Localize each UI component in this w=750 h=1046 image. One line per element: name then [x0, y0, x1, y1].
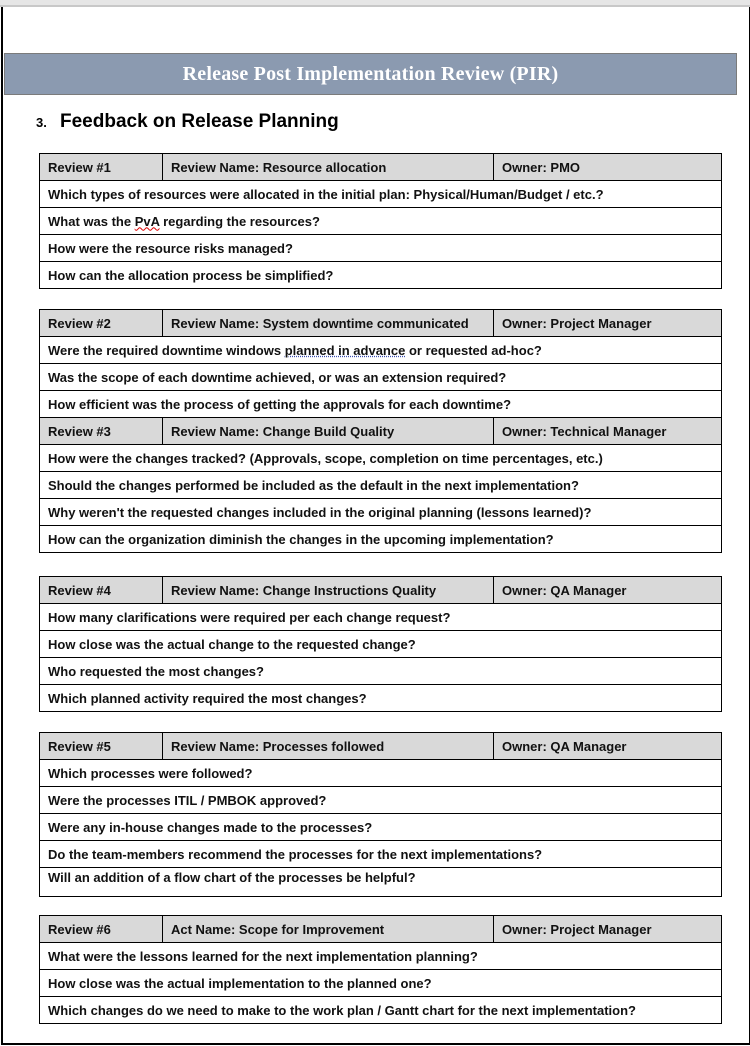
question-row [40, 943, 722, 970]
question-row [40, 445, 722, 472]
question-text: Will an addition of a flow chart of the processes be helpful? [40, 868, 722, 897]
grammar-marked-phrase: planned in advance [284, 342, 406, 358]
question-row [40, 970, 722, 997]
question-row [40, 787, 722, 814]
review-header-row [40, 916, 722, 943]
review-name: Act Name: Scope for Improvement [163, 916, 494, 943]
question-text: Why weren't the requested changes included in the original planning (lessons learned)? [40, 499, 722, 526]
question-text: How many clarifications were required per each change request? [40, 604, 722, 631]
question-text: Which changes do we need to make to the work plan / Gantt chart for the next implementation? [40, 997, 722, 1024]
question-row [40, 391, 722, 418]
review-owner: Owner: PMO [494, 154, 722, 181]
review-header-row [40, 154, 722, 181]
question-text: Were the processes ITIL / PMBOK approved? [40, 787, 722, 814]
question-row [40, 604, 722, 631]
question-text: Which types of resources were allocated in the initial plan: Physical/Human/Budget / etc.? [40, 181, 722, 208]
review-table-2-3 [39, 309, 722, 553]
question-row [40, 337, 722, 364]
question-row [40, 760, 722, 787]
review-header-row [40, 418, 722, 445]
question-text: Was the scope of each downtime achieved, or was an extension required? [40, 364, 722, 391]
review-id: Review #6 [40, 916, 163, 943]
review-id: Review #4 [40, 577, 163, 604]
question-row [40, 364, 722, 391]
question-text: Were any in-house changes made to the processes? [40, 814, 722, 841]
review-header-row [40, 577, 722, 604]
review-owner: Owner: QA Manager [494, 733, 722, 760]
question-text: Which planned activity required the most changes? [40, 685, 722, 712]
question-text: Should the changes performed be included as the default in the next implementation? [40, 472, 722, 499]
review-name: Review Name: Resource allocation [163, 154, 494, 181]
window-top-strip [0, 0, 750, 7]
question-text: Do the team-members recommend the processes for the next implementations? [40, 841, 722, 868]
question-row [40, 658, 722, 685]
review-id: Review #3 [40, 418, 163, 445]
question-row [40, 208, 722, 235]
question-text: How close was the actual implementation to the planned one? [40, 970, 722, 997]
review-id: Review #1 [40, 154, 163, 181]
review-table-4 [39, 576, 722, 712]
question-row [40, 631, 722, 658]
question-text: How efficient was the process of getting the approvals for each downtime? [40, 391, 722, 418]
review-name: Review Name: Change Instructions Quality [163, 577, 494, 604]
question-text: How can the organization diminish the changes in the upcoming implementation? [40, 526, 722, 553]
question-row [40, 841, 722, 868]
question-text: What were the lessons learned for the next implementation planning? [40, 943, 722, 970]
section-number: 3. [36, 115, 47, 130]
question-text: Were the required downtime windows planned in advance or requested ad-hoc? [40, 337, 722, 364]
question-row [40, 814, 722, 841]
review-table-5 [39, 732, 722, 897]
question-text: Which processes were followed? [40, 760, 722, 787]
question-row [40, 235, 722, 262]
review-owner: Owner: QA Manager [494, 577, 722, 604]
review-owner: Owner: Project Manager [494, 310, 722, 337]
question-row [40, 868, 722, 897]
section-title: Feedback on Release Planning [60, 111, 339, 132]
question-text: What was the PvA regarding the resources? [40, 208, 722, 235]
review-owner: Owner: Technical Manager [494, 418, 722, 445]
question-row [40, 262, 722, 289]
question-row [40, 526, 722, 553]
section-heading [36, 111, 339, 133]
question-text: How close was the actual change to the requested change? [40, 631, 722, 658]
review-table-1 [39, 153, 722, 289]
question-row [40, 181, 722, 208]
review-header-row [40, 310, 722, 337]
review-name: Review Name: Processes followed [163, 733, 494, 760]
spellcheck-marked-word: PvA [134, 213, 160, 229]
document-title-band [4, 53, 737, 95]
review-name: Review Name: Change Build Quality [163, 418, 494, 445]
question-row [40, 472, 722, 499]
question-text: How can the allocation process be simplified? [40, 262, 722, 289]
review-name: Review Name: System downtime communicated [163, 310, 494, 337]
review-owner: Owner: Project Manager [494, 916, 722, 943]
question-row [40, 685, 722, 712]
review-id: Review #5 [40, 733, 163, 760]
document-title: Release Post Implementation Review (PIR) [182, 62, 559, 85]
question-row [40, 499, 722, 526]
review-header-row [40, 733, 722, 760]
review-id: Review #2 [40, 310, 163, 337]
review-table-6 [39, 915, 722, 1024]
question-text: Who requested the most changes? [40, 658, 722, 685]
question-text: How were the resource risks managed? [40, 235, 722, 262]
question-row [40, 997, 722, 1024]
question-text: How were the changes tracked? (Approvals, scope, completion on time percentages, etc.) [40, 445, 722, 472]
